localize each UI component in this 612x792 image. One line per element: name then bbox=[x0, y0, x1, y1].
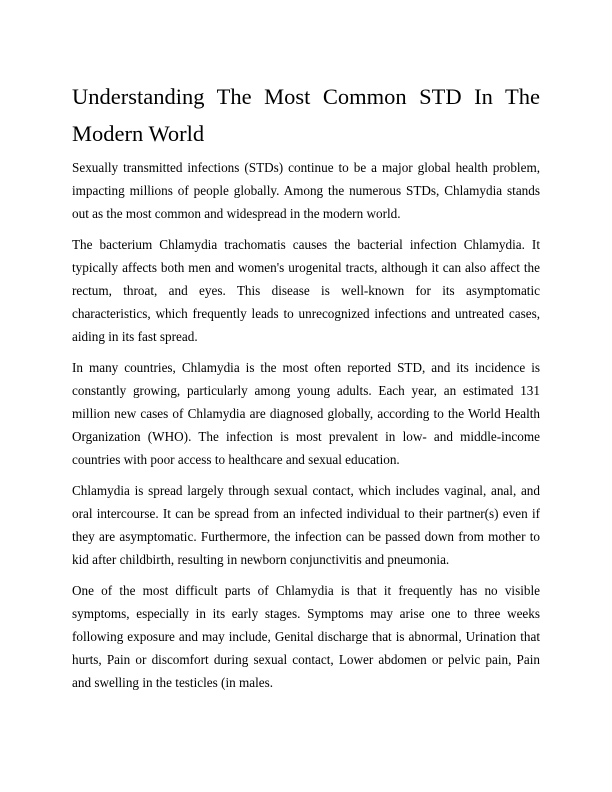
paragraph-symptoms: One of the most difficult parts of Chlamydia is that it frequently has no visible symptoms, especially in its early stages. Symptoms may arise one to three weeks following exposure and may include, Genital discharge that is abnormal, Urination that hurts, Pain or discomfort during sexual contact, Lower abdomen or pelvic pain, Pain and swelling in the testicles (in males. bbox=[72, 583, 540, 690]
paragraph-intro: Sexually transmitted infections (STDs) continue to be a major global health problem, impacting millions of people globally. Among the numerous STDs, Chlamydia stands out as the most common and widespread in the modern world. bbox=[72, 160, 540, 221]
document-page bbox=[72, 78, 540, 702]
paragraph-prevalence: In many countries, Chlamydia is the most often reported STD, and its incidence is constantly growing, particularly among young adults. Each year, an estimated 131 million new cases of Chlamydia are diagnosed globally, according to the World Health Organization (WHO). The infection is most prevalent in low- and middle-income countries with poor access to healthcare and sexual education. bbox=[72, 360, 540, 467]
paragraph-bacterium: The bacterium Chlamydia trachomatis causes the bacterial infection Chlamydia. It typically affects both men and women's urogenital tracts, although it can also affect the rectum, throat, and eyes. This disease is well-known for its asymptomatic characteristics, which frequently leads to unrecognized infections and untreated cases, aiding in its fast spread. bbox=[72, 237, 540, 344]
paragraph-transmission: Chlamydia is spread largely through sexual contact, which includes vaginal, anal, and oral intercourse. It can be spread from an infected individual to their partner(s) even if they are asymptomatic. Furthermore, the infection can be passed down from mother to kid after childbirth, resulting in newborn conjunctivitis and pneumonia. bbox=[72, 483, 540, 567]
page-title: Understanding The Most Common STD In The Modern World bbox=[72, 84, 540, 146]
